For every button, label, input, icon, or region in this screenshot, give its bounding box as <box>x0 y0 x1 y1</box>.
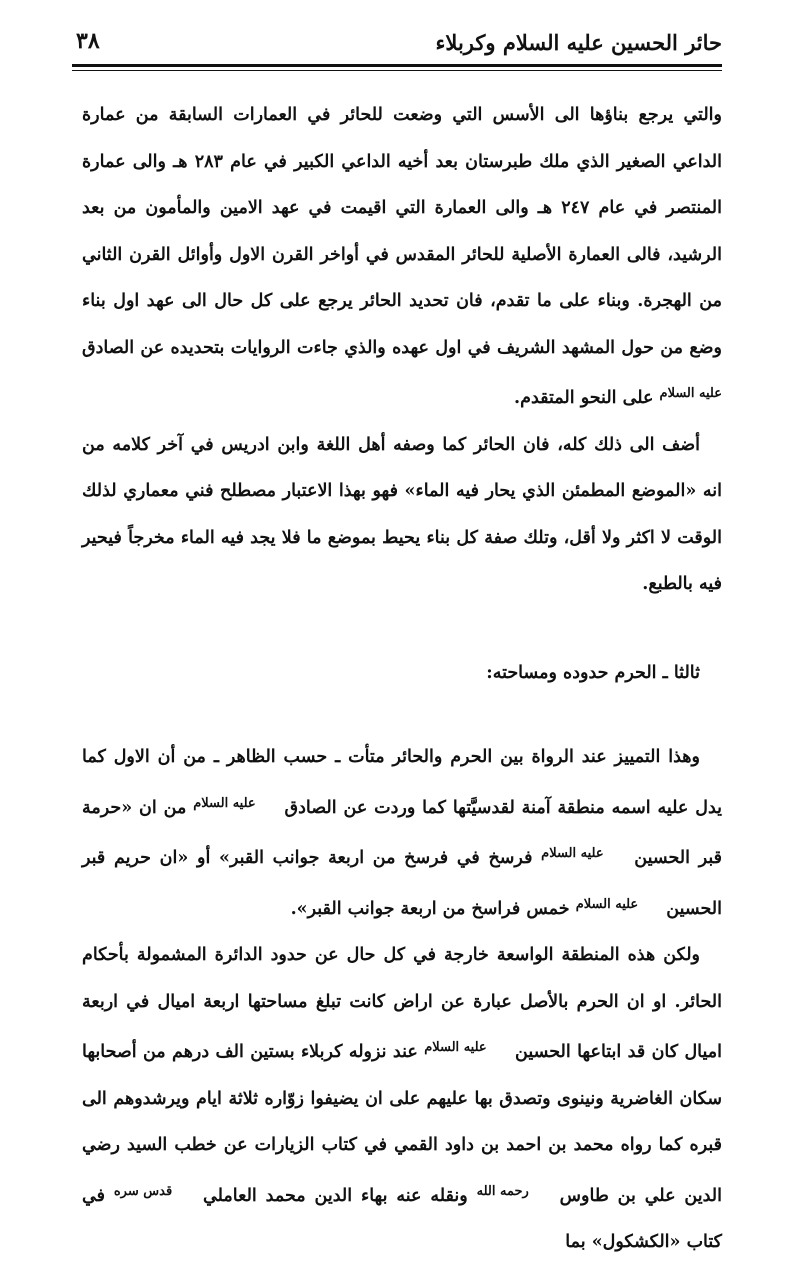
paragraph-2 <box>82 422 722 608</box>
paragraph-text: من ان «حرمة قبر الحسين <box>82 797 722 868</box>
honorific-mark: عليه السلام <box>659 386 722 401</box>
running-title: حائر الحسين عليه السلام وكربلاء <box>435 30 722 55</box>
paragraph-text: خمس فراسخ من اربعة جوانب القبر». <box>290 898 570 919</box>
paragraph-text: في كتاب «الكشكول» بما <box>82 1185 722 1252</box>
paragraph-3 <box>82 734 722 932</box>
body-text <box>82 92 722 1266</box>
honorific-mark: عليه السلام <box>424 1040 487 1055</box>
running-header <box>72 28 722 62</box>
paragraph-text: عند نزوله كربلاء بستين الف درهم من أصحابها سكان الغاضرية ونينوى وتصدق بها عليهم على ان يضيفوا زوّاره ثلاثة ايام ويرشدوهم الى قبره كما رواه محمد بن احمد بن داود القمي في كتاب الزيارات عن خطب السيد رضي الدين علي بن طاوس <box>82 1042 722 1206</box>
honorific-mark: عليه السلام <box>575 896 639 912</box>
honorific-mark: عليه السلام <box>541 846 604 861</box>
paragraph-4 <box>82 932 722 1266</box>
paragraph-text: والتي يرجع بناؤها الى الأسس التي وضعت للحائر في العمارات السابقة من عمارة الداعي الصغير الذي ملك طبرستان بعد أخيه الداعي الكبير في عام ٢٨٣ هـ والى عمارة المنتصر في عام ٢٤٧ هـ والى العمارة التي اقيمت في عهد الامين والمأمون من بعد الرشيد، فالى العمارة الأصلية للحائر المقدس في أواخر القرن الاول وأوائل القرن الثاني من الهجرة. وبناء على ما تقدم، فان تحديد الحائر يرجع على كل حال الى عهد اول بناء وضع من حول المشهد الشريف في اول عهده والذي جاءت الروايات بتحديده عن الصادق <box>82 105 723 358</box>
paragraph-text: على النحو المتقدم. <box>514 388 654 408</box>
header-rule-thin <box>72 70 722 71</box>
honorific-mark: عليه السلام <box>193 795 256 811</box>
paragraph-text: وهذا التمييز عند الرواة بين الحرم والحائر متأت ـ حسب الظاهر ـ من أن الاول كما يدل عليه اسمه منطقة آمنة لقدسيَّتها كما وردت عن الصادق <box>82 747 723 818</box>
paragraph-text: ولكن هذه المنطقة الواسعة خارجة في كل حال عن حدود الدائرة المشمولة بأحكام الحائر. او ان الحرم بالأصل عبارة عن اراض كانت تبلغ مساحتها اربعة اميال في اربعة اميال كان قد ابتاعها الحسين <box>82 945 723 1062</box>
paragraph-text: فرسخ في فرسخ من اربعة جوانب القبر» أو «ان حريم قبر الحسين <box>82 848 722 919</box>
header-rule-thick <box>72 64 722 67</box>
page-number: ٣٨ <box>76 28 100 54</box>
paragraph-text: ونقله عنه بهاء الدين محمد العاملي <box>203 1185 468 1206</box>
honorific-mark: رحمه الله <box>476 1183 529 1199</box>
honorific-mark: قدس سره <box>113 1183 173 1199</box>
paragraph-text: أضف الى ذلك كله، فان الحائر كما وصفه أهل اللغة وابن ادريس في آخر كلامه من انه «الموضع المطمئن الذي يحار فيه الماء» فهو بهذا الاعتبار مصطلح فني معماري لذلك الوقت لا اكثر ولا أقل، وتلك صفة كل بناء يحيط بموضع ما فلا يجد فيه الماء مخرجاً فيحير فيه بالطبع. <box>82 434 722 594</box>
section-heading: ثالثا ـ الحرم حدوده ومساحته: <box>486 662 700 683</box>
paragraph-1 <box>82 92 722 422</box>
